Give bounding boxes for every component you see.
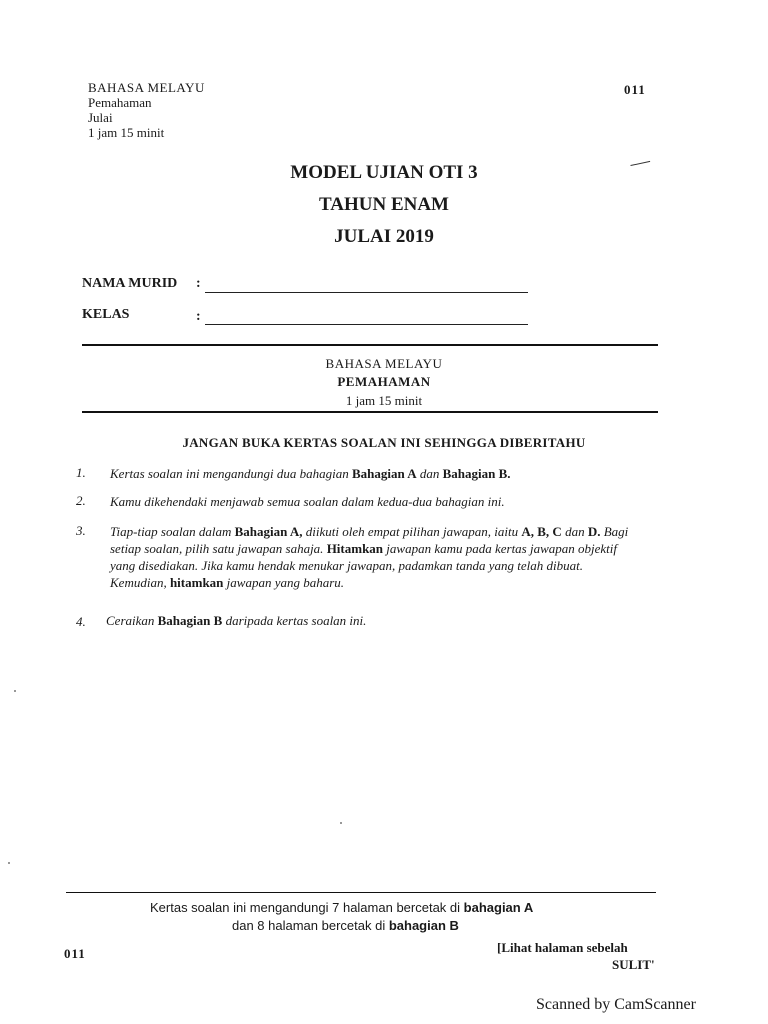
paper-header — [88, 80, 205, 140]
instruction-number: 1. — [76, 465, 86, 480]
paper-code-top: 011 — [624, 82, 646, 97]
header-subject: BAHASA MELAYU — [88, 80, 205, 95]
paper-code-bottom: 011 — [64, 946, 86, 961]
box-duration: 1 jam 15 minit — [345, 393, 423, 408]
divider-bottom — [82, 411, 658, 413]
warning-text: JANGAN BUKA KERTAS SOALAN INI SEHINGGA DIBERITAHU — [182, 435, 586, 450]
box-paper: PEMAHAMAN — [337, 374, 431, 389]
divider-top — [82, 344, 658, 346]
instruction-number: 4. — [76, 614, 86, 629]
footer-divider — [66, 892, 656, 893]
exam-date: JULAI 2019 — [334, 226, 434, 247]
instruction-3: Tiap-tiap soalan dalam Bahagian A, diikuti oleh empat pilihan jawapan, iaitu A, B, C dan D. Bagi setiap soalan, pilih satu jawapan sahaja. Hitamkan jawapan kamu pada kertas jawapan objektif yang disediakan. Jika kamu hendak menukar jawapan, padamkan tanda yang telah dibuat. Kemudian, hitamkan jawapan yang baharu. — [110, 524, 629, 590]
header-month: Julai — [88, 110, 113, 125]
scan-speck — [340, 822, 342, 824]
scan-speck — [14, 690, 16, 692]
name-label: NAMA MURID — [82, 276, 178, 291]
exam-year: TAHUN ENAM — [318, 194, 449, 215]
next-page-note: [Lihat halaman sebelah — [497, 940, 628, 955]
name-field-line[interactable] — [205, 292, 528, 293]
instruction-1: Kertas soalan ini mengandungi dua bahagian Bahagian A dan Bahagian B. — [110, 466, 511, 481]
box-subject: BAHASA MELAYU — [325, 356, 443, 371]
header-duration: 1 jam 15 minit — [88, 125, 165, 140]
page-count-line-2: dan 8 halaman bercetak di bahagian B — [232, 918, 459, 933]
instruction-number: 2. — [76, 493, 86, 508]
exam-title: MODEL UJIAN OTI 3 — [290, 162, 478, 183]
instruction-number: 3. — [76, 523, 86, 538]
class-colon: : — [196, 309, 201, 324]
instruction-4: Ceraikan Bahagian B daripada kertas soalan ini. — [106, 613, 367, 628]
page-count-line-1: Kertas soalan ini mengandungi 7 halaman bercetak di bahagian A — [150, 900, 534, 915]
scan-speck — [8, 862, 10, 864]
class-label: KELAS — [82, 307, 130, 322]
class-field-line[interactable] — [205, 324, 528, 325]
scanner-watermark: Scanned by CamScanner — [536, 996, 696, 1013]
instruction-2: Kamu dikehendaki menjawab semua soalan dalam kedua-dua bahagian ini. — [110, 494, 505, 509]
name-colon: : — [196, 276, 201, 291]
header-paper: Pemahaman — [88, 95, 152, 110]
classification-label: SULIT' — [612, 957, 655, 972]
